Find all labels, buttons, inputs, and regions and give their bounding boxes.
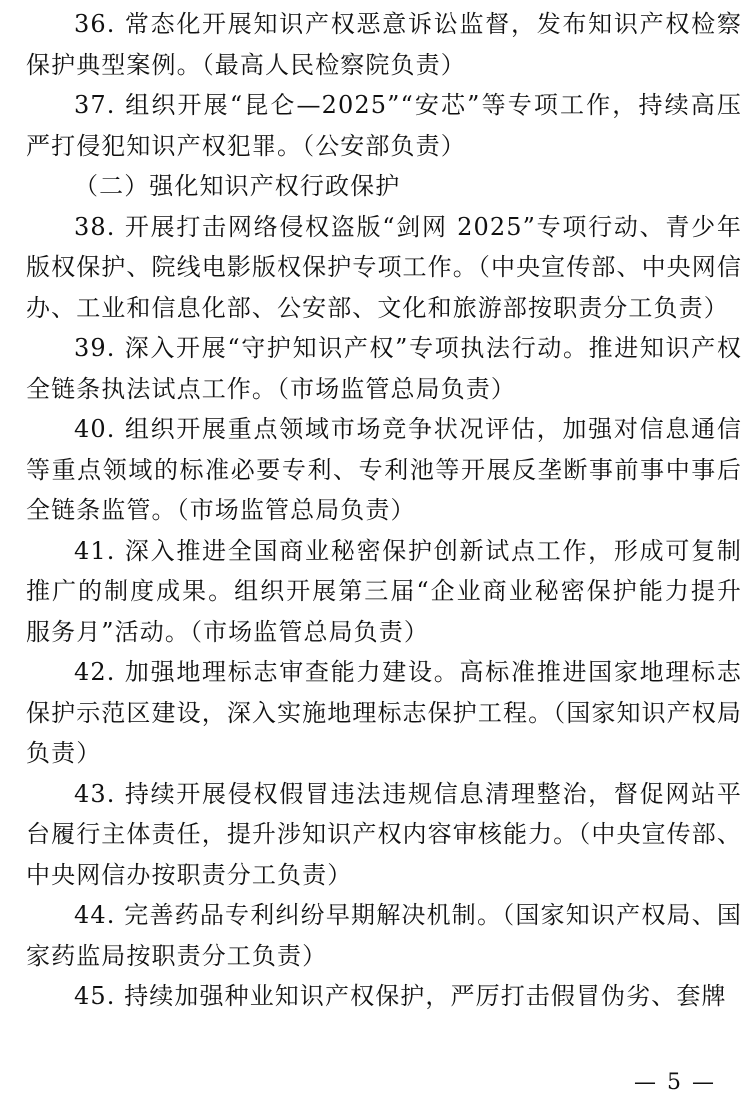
- document-body: [26, 4, 742, 1017]
- item-38-paragraph: 38. 开展打击网络侵权盗版“剑网 2025”专项行动、青少年版权保护、院线电影版权保护专项工作。（中央宣传部、中央网信办、工业和信息化部、公安部、文化和旅游部按职责分工负责）: [26, 212, 742, 322]
- item-40-paragraph: 40. 组织开展重点领域市场竞争状况评估，加强对信息通信等重点领域的标准必要专利、专利池等开展反垄断事前事中事后全链条监管。（市场监管总局负责）: [26, 415, 742, 524]
- item-45-paragraph: 45. 持续加强种业知识产权保护，严厉打击假冒伪劣、套牌: [74, 982, 727, 1010]
- item-44-paragraph: 44. 完善药品专利纠纷早期解决机制。（国家知识产权局、国家药监局按职责分工负责）: [26, 901, 742, 970]
- page-number: — 5 —: [634, 1070, 716, 1095]
- item-42-paragraph: 42. 加强地理标志审查能力建设。高标准推进国家地理标志保护示范区建设，深入实施地理标志保护工程。（国家知识产权局负责）: [26, 658, 742, 767]
- item-43-paragraph: 43. 持续开展侵权假冒违法违规信息清理整治，督促网站平台履行主体责任，提升涉知识产权内容审核能力。（中央宣传部、中央网信办按职责分工负责）: [26, 779, 742, 889]
- item-39-paragraph: 39. 深入开展“守护知识产权”专项执法行动。推进知识产权全链条执法试点工作。（市场监管总局负责）: [26, 334, 742, 403]
- item-37-paragraph: 37. 组织开展“昆仑—2025”“安芯”等专项工作，持续高压严打侵犯知识产权犯罪。（公安部负责）: [26, 91, 742, 160]
- item-36-paragraph: 36. 常态化开展知识产权恶意诉讼监督，发布知识产权检察保护典型案例。（最高人民检察院负责）: [26, 10, 742, 79]
- section-heading-administrative-protection: （二）强化知识产权行政保护: [74, 172, 401, 200]
- item-41-paragraph: 41. 深入推进全国商业秘密保护创新试点工作，形成可复制推广的制度成果。组织开展第三届“企业商业秘密保护能力提升服务月”活动。（市场监管总局负责）: [26, 536, 742, 646]
